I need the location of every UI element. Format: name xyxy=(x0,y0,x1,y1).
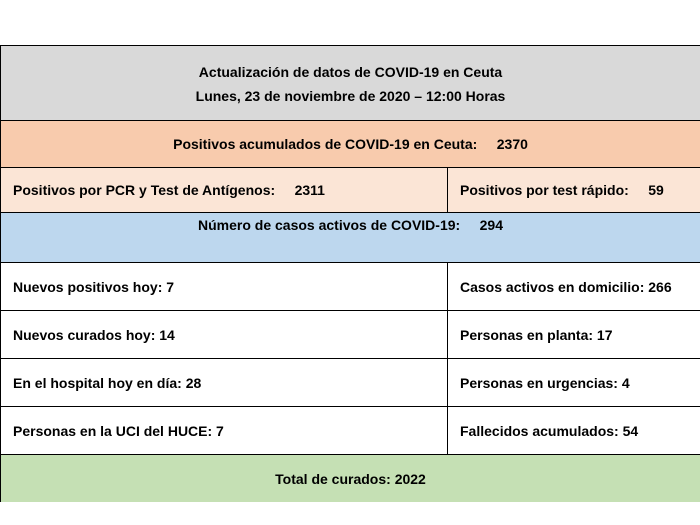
persons-in-icu: Personas en la UCI del HUCE: 7 xyxy=(1,407,448,454)
in-hospital-today: En el hospital hoy en día: 28 xyxy=(1,359,448,406)
persons-in-ward: Personas en planta: 17 xyxy=(460,326,613,343)
total-recovered: Total de curados: 2022 xyxy=(275,470,426,487)
report-date: Lunes, 23 de noviembre de 2020 – 12:00 Horas xyxy=(195,88,506,104)
active-at-home: Casos activos en domicilio: 266 xyxy=(460,278,672,295)
detail-row xyxy=(0,359,700,407)
rapid-test-positives: Positivos por test rápido: 59 xyxy=(460,182,664,198)
persons-in-emergency: Personas en urgencias: 4 xyxy=(460,374,630,391)
accumulated-positives-row xyxy=(0,121,700,168)
active-cases-row xyxy=(0,213,700,263)
detail-row xyxy=(0,311,700,359)
pcr-antigen-positives: Positivos por PCR y Test de Antígenos: 2311 xyxy=(1,168,448,212)
report-title-block xyxy=(1,46,700,120)
report-header xyxy=(0,46,700,121)
new-recovered-today: Nuevos curados hoy: 14 xyxy=(1,311,448,358)
detail-row xyxy=(0,263,700,311)
new-positives-today: Nuevos positivos hoy: 7 xyxy=(1,263,448,310)
total-recovered-row xyxy=(0,455,700,502)
active-cases: Número de casos activos de COVID-19: 294 xyxy=(197,217,503,233)
accumulated-positives: Positivos acumulados de COVID-19 en Ceuta: 2370 xyxy=(173,136,528,152)
positives-split-row xyxy=(0,168,700,213)
detail-row xyxy=(0,407,700,455)
report-title: Actualización de datos de COVID-19 en Ceuta xyxy=(198,64,503,80)
covid-report-table xyxy=(0,45,700,502)
accumulated-deaths: Fallecidos acumulados: 54 xyxy=(460,422,639,439)
